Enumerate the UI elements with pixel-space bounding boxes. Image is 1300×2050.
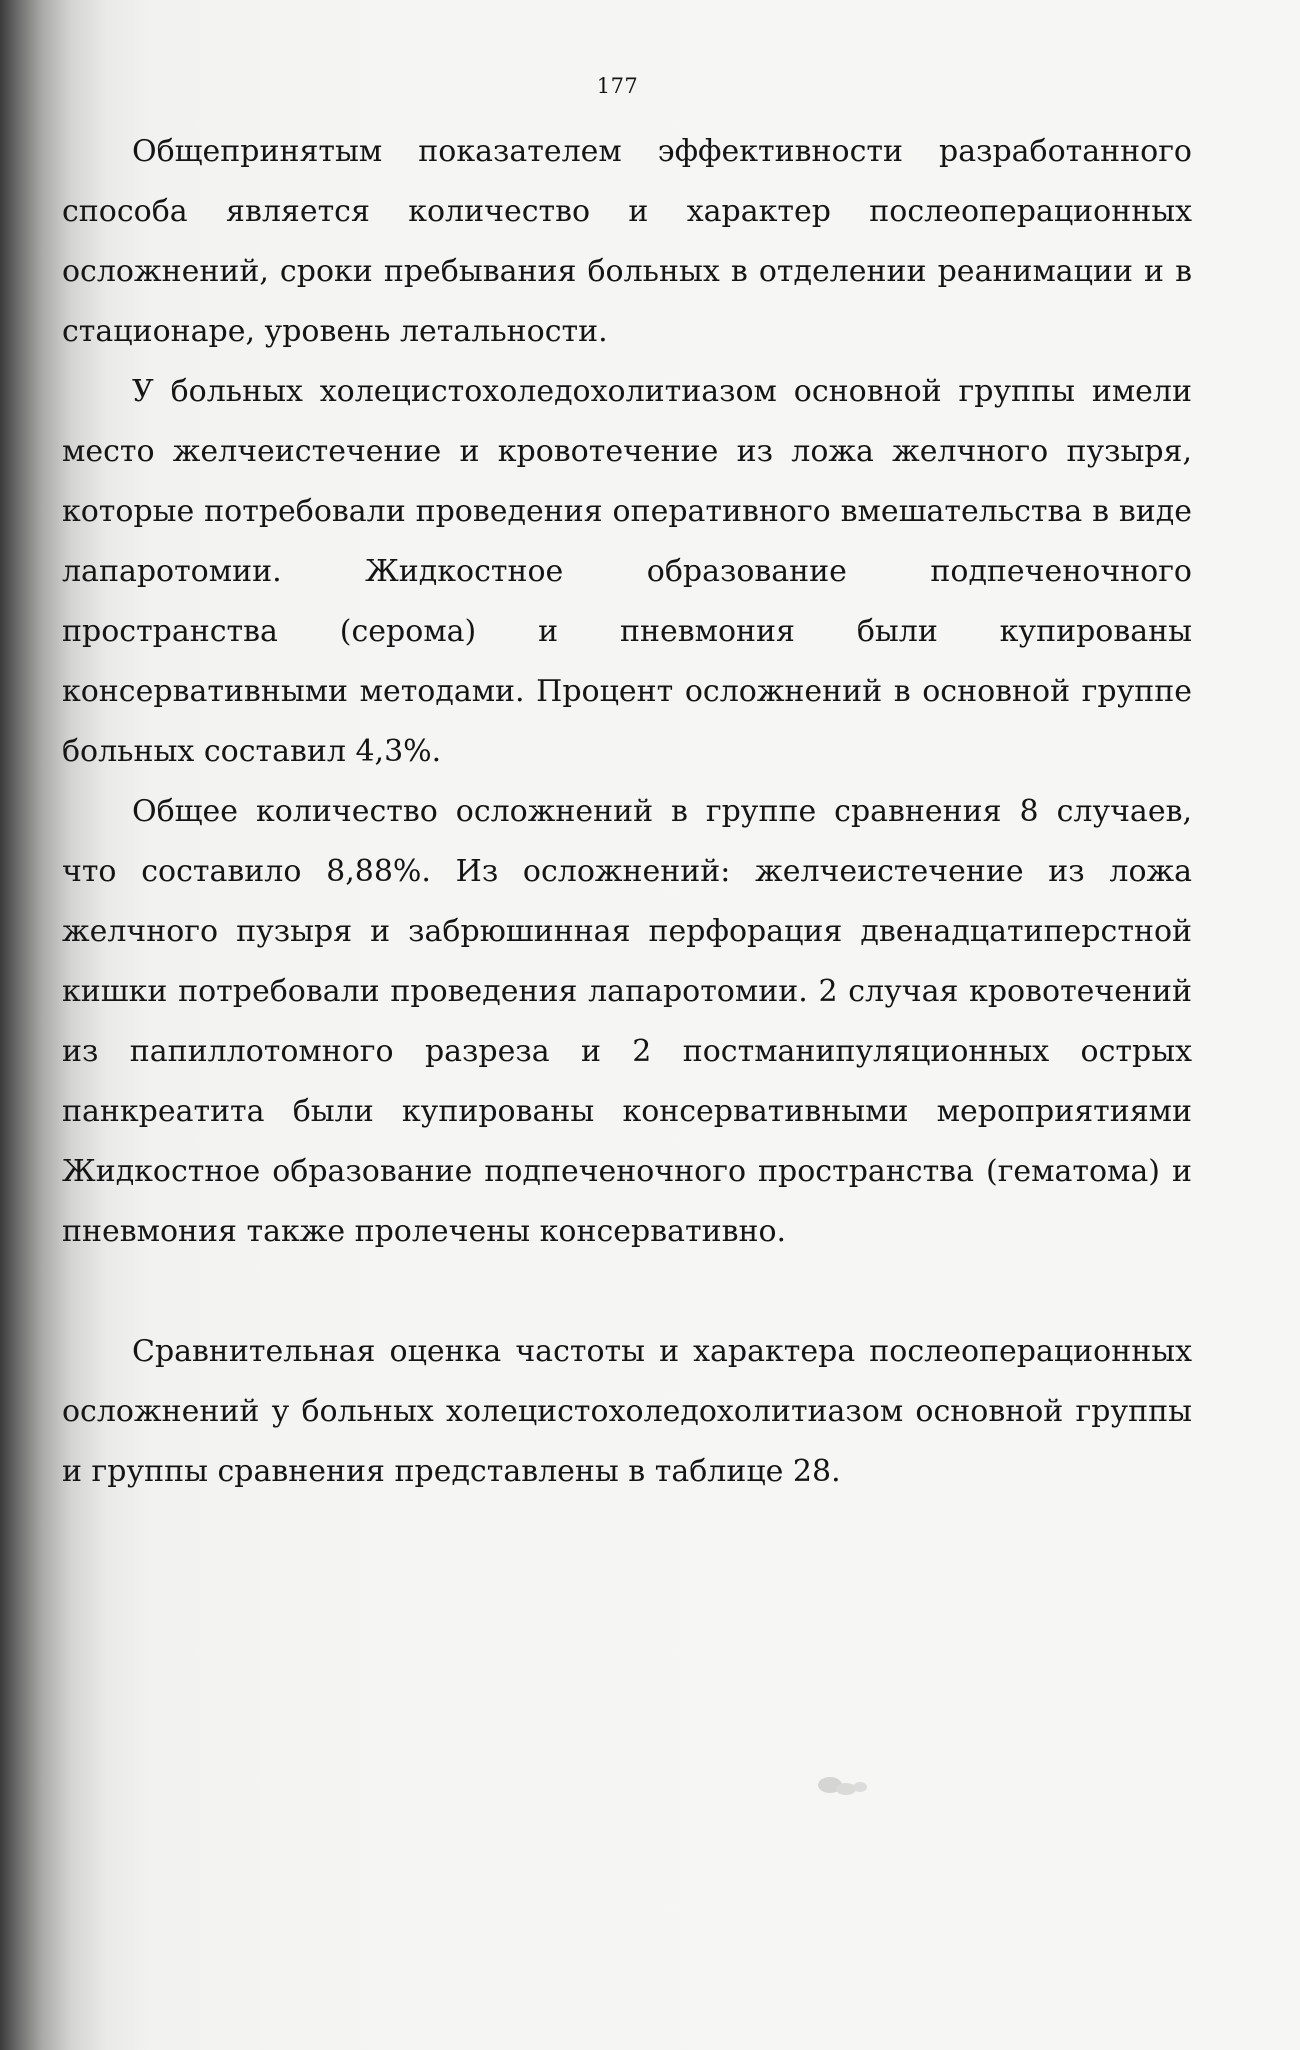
paragraph-spacer [62, 1262, 1192, 1322]
paragraph-main-group-complications: У больных холецистохоледохолитиазом основной группы имели место желчеистечение и кровотечение из ложа желчного пузыря, которые потребовали проведения оперативного вмешательства в виде лапаротомии. Жидкостное образование подпеченочного пространства (серома) и пневмония были купированы консервативными методами. Процент осложнений в основной группе больных составил 4,3%. [62, 374, 1192, 769]
paragraph-table-reference: Сравнительная оценка частоты и характера послеоперационных осложнений у больных холецистохоледохолитиазом основной группы и группы сравнения представлены в таблице 28. [62, 1334, 1192, 1489]
ink-stain-mark [808, 1765, 878, 1805]
paragraph-effectiveness-criteria: Общепринятым показателем эффективности разработанного способа является количество и характер послеоперационных осложнений, сроки пребывания больных в отделении реанимации и в стационаре, уровень летальности. [62, 134, 1192, 349]
page-number: 177 [596, 74, 639, 98]
text-body [62, 122, 1192, 1502]
paragraph-comparison-group-complications: Общее количество осложнений в группе сравнения 8 случаев, что составило 8,88%. Из осложнений: желчеистечение из ложа желчного пузыря и забрюшинная перфорация двенадцатиперстной кишки потребовали проведения лапаротомии. 2 случая кровотечений из папиллотомного разреза и 2 постманипуляционных острых панкреатита были купированы консервативными мероприятиями Жидкостное образование подпеченочного пространства (гематома) и пневмония также пролечены консервативно. [62, 794, 1192, 1249]
